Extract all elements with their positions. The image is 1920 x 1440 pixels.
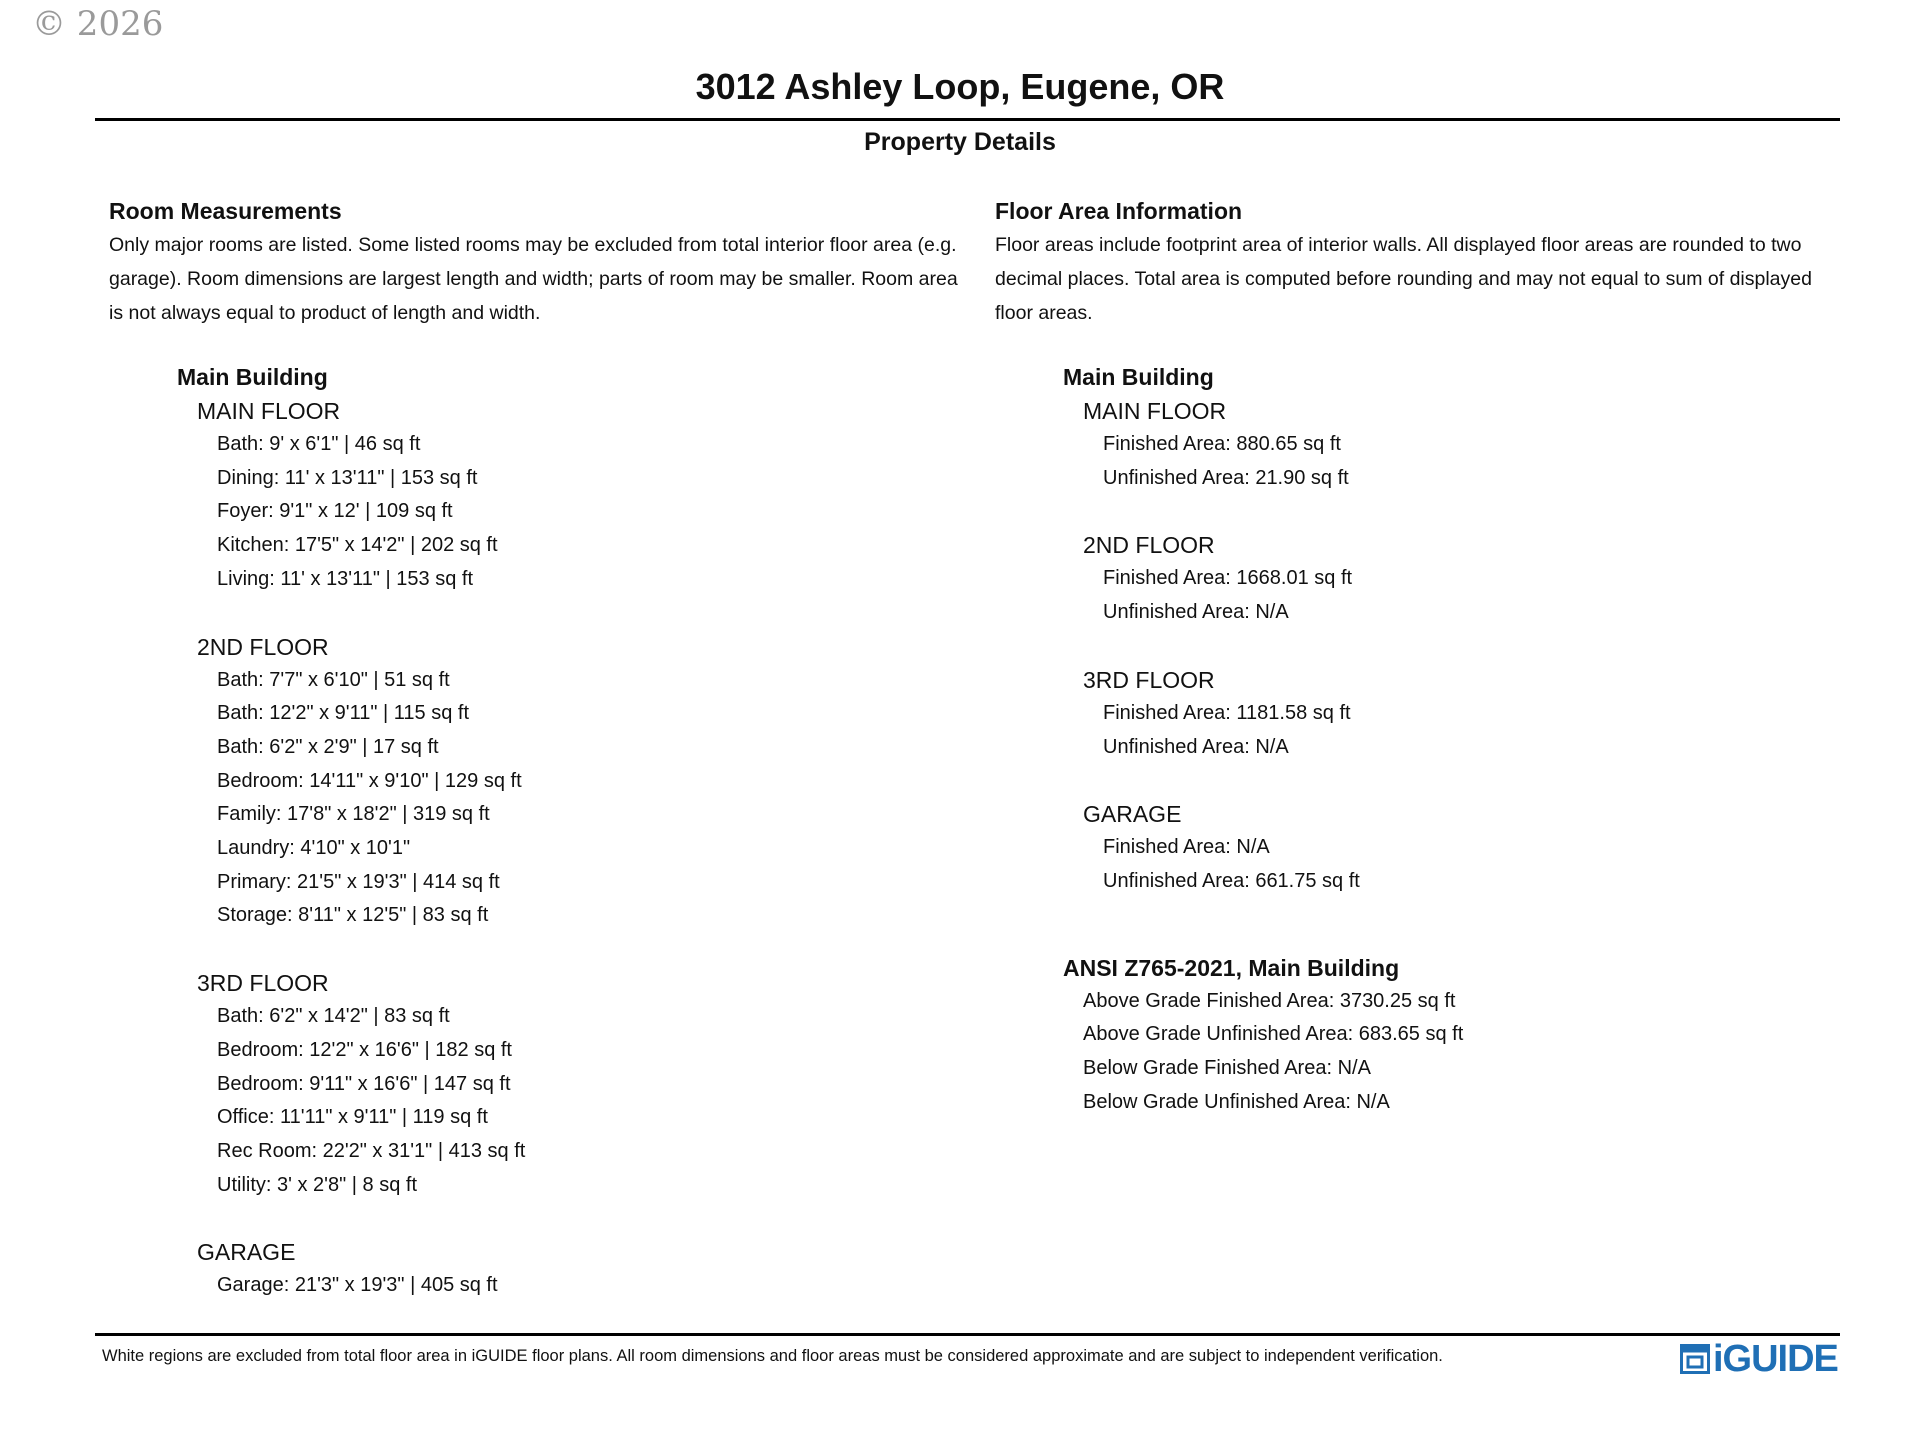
room-measurements-description: Only major rooms are listed. Some listed rooms may be excluded from total interior floor area (e.g. garage). Room dimensions are largest length and width; parts of room may be smaller. Room area is not always equal to product of length and width. bbox=[109, 234, 958, 324]
floor-area-section bbox=[995, 194, 1855, 1113]
floor-area-block-main bbox=[1063, 394, 1463, 495]
area-entry: Finished Area: 880.65 sq ft bbox=[1103, 433, 1341, 455]
room-measurements-heading: Room Measurements bbox=[109, 198, 342, 224]
room-entry: Bath: 6'2" x 2'9" | 17 sq ft bbox=[217, 735, 439, 758]
floor-block-main bbox=[177, 394, 525, 597]
room-entry: Kitchen: 17'5" x 14'2" | 202 sq ft bbox=[217, 534, 498, 557]
floor-area-block-garage bbox=[1063, 797, 1463, 898]
page-title: 3012 Ashley Loop, Eugene, OR bbox=[695, 66, 1225, 107]
floor-block-3rd bbox=[177, 966, 525, 1202]
floor-name: 3RD FLOOR bbox=[197, 970, 329, 997]
floor-area-heading: Floor Area Information bbox=[995, 198, 1243, 224]
room-measurements-section bbox=[109, 194, 959, 1297]
floor-area-block-2nd bbox=[1063, 528, 1463, 629]
area-entry: Unfinished Area: 21.90 sq ft bbox=[1103, 466, 1349, 489]
room-entry: Dining: 11' x 13'11" | 153 sq ft bbox=[217, 466, 478, 489]
floor-name: 2ND FLOOR bbox=[197, 633, 329, 660]
area-entry: Finished Area: 1668.01 sq ft bbox=[1103, 567, 1353, 590]
area-entry: Unfinished Area: 661.75 sq ft bbox=[1103, 869, 1360, 892]
room-entry: Bath: 6'2" x 14'2" | 83 sq ft bbox=[217, 1005, 450, 1028]
room-entry: Laundry: 4'10" x 10'1" bbox=[217, 837, 411, 860]
room-entry: Storage: 8'11" x 12'5" | 83 sq ft bbox=[217, 904, 489, 927]
floor-area-block-3rd bbox=[1063, 663, 1463, 764]
floor-area-tree bbox=[1063, 360, 1463, 1119]
room-entry: Living: 11' x 13'11" | 153 sq ft bbox=[217, 567, 474, 590]
ansi-entry: Above Grade Unfinished Area: 683.65 sq ft bbox=[1083, 1023, 1464, 1046]
copyright-watermark: © 2026 bbox=[32, 4, 164, 44]
floor-name: 2ND FLOOR bbox=[1083, 532, 1215, 559]
room-tree bbox=[177, 360, 525, 1336]
building-label: Main Building bbox=[177, 364, 328, 390]
room-entry: Office: 11'11" x 9'11" | 119 sq ft bbox=[217, 1106, 488, 1129]
ansi-block bbox=[1063, 951, 1463, 1120]
room-entry: Utility: 3' x 2'8" | 8 sq ft bbox=[217, 1173, 417, 1196]
floor-name: GARAGE bbox=[1083, 801, 1182, 828]
floor-name: MAIN FLOOR bbox=[197, 398, 341, 424]
floor-block-garage bbox=[177, 1235, 525, 1303]
area-entry: Finished Area: N/A bbox=[1103, 836, 1270, 859]
floor-area-description: Floor areas include footprint area of interior walls. All displayed floor areas are rounded to two decimal places. Total area is computed before rounding and may not equal to sum of displayed floor areas. bbox=[995, 234, 1812, 324]
building-label: Main Building bbox=[1063, 364, 1214, 390]
iguide-logo-text: iGUIDE bbox=[1713, 1337, 1838, 1380]
ansi-heading: ANSI Z765-2021, Main Building bbox=[1063, 954, 1400, 981]
iguide-logo bbox=[1680, 1337, 1838, 1381]
floor-block-2nd bbox=[177, 630, 525, 934]
floor-name: 3RD FLOOR bbox=[1083, 666, 1215, 693]
footer-divider bbox=[95, 1333, 1840, 1336]
room-entry: Family: 17'8" x 18'2" | 319 sq ft bbox=[217, 803, 490, 826]
ansi-entry: Above Grade Finished Area: 3730.25 sq ft bbox=[1083, 989, 1456, 1012]
area-entry: Unfinished Area: N/A bbox=[1103, 735, 1289, 758]
room-entry: Rec Room: 22'2" x 31'1" | 413 sq ft bbox=[217, 1139, 526, 1162]
floor-name: GARAGE bbox=[197, 1239, 296, 1266]
room-entry: Bath: 12'2" x 9'11" | 115 sq ft bbox=[217, 702, 470, 725]
room-entry: Bath: 7'7" x 6'10" | 51 sq ft bbox=[217, 668, 450, 691]
room-entry: Bedroom: 9'11" x 16'6" | 147 sq ft bbox=[217, 1072, 511, 1095]
room-entry: Garage: 21'3" x 19'3" | 405 sq ft bbox=[217, 1274, 498, 1297]
room-entry: Foyer: 9'1" x 12' | 109 sq ft bbox=[217, 500, 453, 523]
area-entry: Unfinished Area: N/A bbox=[1103, 601, 1289, 624]
room-entry: Primary: 21'5" x 19'3" | 414 sq ft bbox=[217, 870, 500, 893]
ansi-entry: Below Grade Finished Area: N/A bbox=[1083, 1057, 1371, 1080]
footer-disclaimer: White regions are excluded from total floor area in iGUIDE floor plans. All room dimensions and floor areas must be considered approximate and are subject to independent verification. bbox=[102, 1347, 1443, 1365]
ansi-entry: Below Grade Unfinished Area: N/A bbox=[1083, 1090, 1390, 1113]
header-divider bbox=[95, 118, 1840, 121]
iguide-logo-icon bbox=[1680, 1344, 1710, 1374]
room-entry: Bedroom: 12'2" x 16'6" | 182 sq ft bbox=[217, 1038, 512, 1061]
floor-name: MAIN FLOOR bbox=[1083, 398, 1227, 424]
page-subtitle: Property Details bbox=[864, 128, 1056, 156]
area-entry: Finished Area: 1181.58 sq ft bbox=[1103, 701, 1351, 724]
room-entry: Bath: 9' x 6'1" | 46 sq ft bbox=[217, 433, 421, 455]
room-entry: Bedroom: 14'11" x 9'10" | 129 sq ft bbox=[217, 769, 522, 792]
